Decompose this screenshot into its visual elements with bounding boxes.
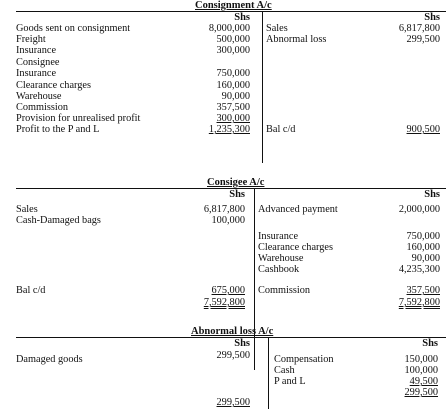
consignment-bal-label: Bal c/d [266,124,296,135]
consignment-debit-amount: 160,000 [216,80,250,91]
consignment-credit-item: Abnormal loss [266,34,327,45]
abnormal-debit-total: 299,500 [216,397,250,408]
consignee-credit-amount: 4,235,300 [398,264,440,275]
consignment-debit-col-head: Shs [234,12,250,23]
consignment-title: Consignment A/c [195,0,272,11]
consignee-title: Consigee A/c [207,177,265,188]
consignee-divider [254,188,255,370]
abnormal-debit-item: Damaged goods [16,354,83,365]
consignment-credit-col-head: Shs [424,12,440,23]
consignment-debit-item: Insurance [16,45,57,56]
consignee-credit-item: Warehouse [258,253,304,264]
consignee-credit-item: Commission [258,285,311,296]
consignment-debit-amount: 8,000,000 [208,23,250,34]
abnormal-credit-amount: 49,500 [409,376,438,387]
consignee-credit-total: 7,592,800 [398,297,440,308]
consignee-credit-item: Insurance [258,231,299,242]
consignment-credit-amount: 6,817,800 [398,23,440,34]
abnormal-credit-amount: 100,000 [404,365,438,376]
consignee-bal-label: Bal c/d [16,285,46,296]
consignment-debit-amount: 90,000 [221,91,250,102]
consignment-debit-item: Goods sent on consignment [16,23,131,34]
abnormal-credit-item: P and L [274,376,306,387]
consignee-debit-item: Cash-Damaged bags [16,215,101,226]
consignee-credit-amount: 357,500 [406,285,440,296]
consignee-credit-amount: 2,000,000 [398,204,440,215]
abnormal-divider [268,337,269,409]
consignee-credit-item: Advanced payment [258,204,338,215]
consignee-debit-item: Sales [16,204,38,215]
consignee-credit-amount: 750,000 [406,231,440,242]
consignee-credit-amount: 90,000 [411,253,440,264]
abnormal-debit-amount: 299,500 [216,350,250,361]
consignee-debit-col-head: Shs [229,189,245,200]
consignment-debit-amount: 500,000 [216,34,250,45]
consignment-credit-amount: 299,500 [406,34,440,45]
consignee-credit-item: Cashbook [258,264,300,275]
consignee-credit-col-head: Shs [424,189,440,200]
consignee-bal-amount: 675,000 [211,285,245,296]
consignment-debit-item: Provision for unrealised profit [16,113,141,124]
consignment-debit-amount: 300,000 [216,45,250,56]
consignment-debit-total: 1,235,300 [208,124,250,135]
consignment-debit-item: Profit to the P and L [16,124,100,135]
consignment-debit-amount: 750,000 [216,68,250,79]
consignment-debit-item: Warehouse [16,91,62,102]
abnormal-credit-col-head: Shs [422,338,438,349]
consignment-debit-item: Clearance charges [16,80,91,91]
consignment-debit-amount: 357,500 [216,102,250,113]
abnormal-title: Abnormal loss A/c [191,326,274,337]
consignment-debit-item: Commission [16,102,69,113]
consignee-debit-amount: 6,817,800 [203,204,245,215]
consignment-credit-item: Sales [266,23,288,34]
consignee-debit-amount: 100,000 [211,215,245,226]
consignee-credit-item: Clearance charges [258,242,333,253]
consignee-credit-amount: 160,000 [406,242,440,253]
consignment-debit-item: Freight [16,34,46,45]
abnormal-debit-col-head: Shs [234,338,250,349]
consignment-bal-amount: 900,500 [406,124,440,135]
consignment-divider [262,11,263,163]
abnormal-credit-total: 299,500 [404,387,438,398]
consignee-debit-total: 7,592,800 [203,297,245,308]
consignment-debit-item: Insurance [16,68,57,79]
consignment-debit-item: Consignee [16,57,60,68]
abnormal-credit-item: Cash [274,365,295,376]
abnormal-credit-item: Compensation [274,354,334,365]
consignment-debit-amount: 300,000 [216,113,250,124]
abnormal-credit-amount: 150,000 [404,354,438,365]
